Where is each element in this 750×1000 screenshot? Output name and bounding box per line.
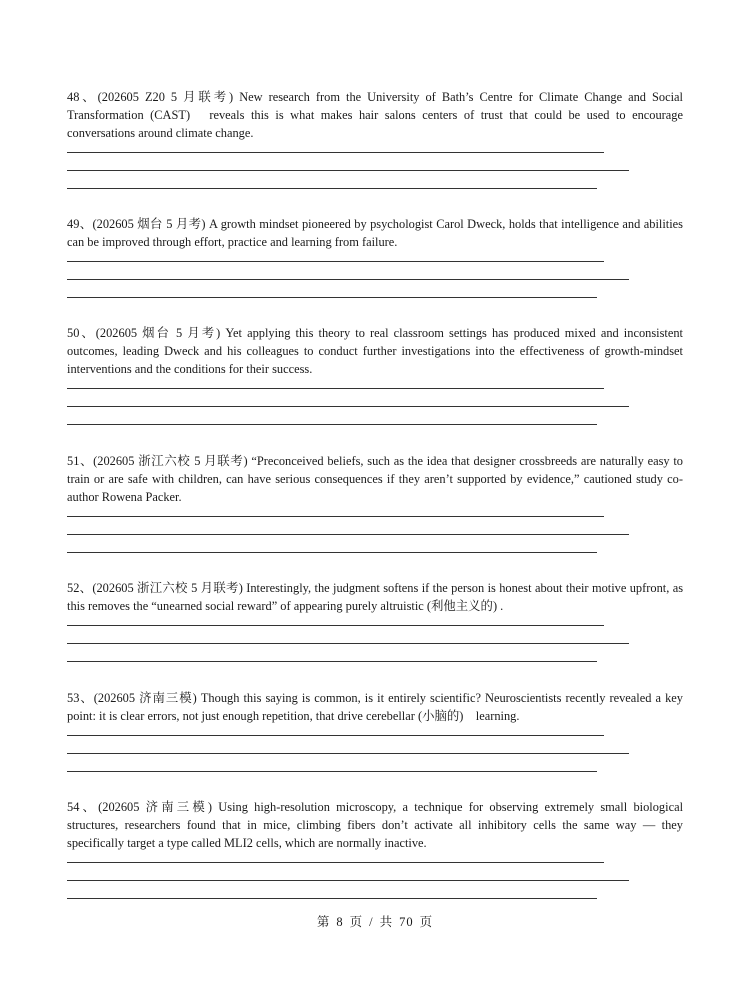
answer-line[interactable]	[67, 424, 597, 425]
answer-line[interactable]	[67, 661, 597, 662]
answer-line[interactable]	[67, 279, 629, 280]
answer-line[interactable]	[67, 534, 629, 535]
answer-line[interactable]	[67, 516, 604, 517]
answer-line[interactable]	[67, 388, 604, 389]
question-text: 50、(202605 烟台 5 月考) Yet applying this theory to real classroom settings has produced mixed and inconsistent outcomes, leading Dweck and his colleagues to conduct further investigations into the effectiveness of growth-mindset interventions and the conditions for their success.	[67, 326, 684, 376]
answer-lines	[67, 516, 683, 553]
answer-line[interactable]	[67, 170, 629, 171]
answer-line[interactable]	[67, 261, 604, 262]
question-text: 52、(202605 浙江六校 5 月联考) Interestingly, the judgment softens if the person is honest about their motive upfront, as this removes the “unearned social reward” of appearing purely altruistic (利他主义的) .	[67, 581, 684, 613]
question-48	[67, 88, 683, 206]
question-text: 49、(202605 烟台 5 月考) A growth mindset pioneered by psychologist Carol Dweck, holds that intelligence and abilities can be improved through effort, practice and learning from failure.	[67, 217, 684, 249]
answer-lines	[67, 388, 683, 425]
question-text: 53、(202605 济南三模) Though this saying is common, is it entirely scientific? Neuroscientists recently revealed a key point: it is clear errors, not just enough repetition, that drive cerebellar (小脑的) learning.	[67, 691, 684, 723]
total-pages: 70	[399, 915, 414, 929]
answer-lines	[67, 735, 683, 772]
answer-line[interactable]	[67, 898, 597, 899]
answer-line[interactable]	[67, 297, 597, 298]
question-54	[67, 798, 683, 916]
answer-line[interactable]	[67, 753, 629, 754]
question-text: 54、(202605 济南三模) Using high-resolution microscopy, a technique for observing extremely small biological structures, researchers found that in mice, climbing fibers don’t activate all inhibitory cells the same way — they specifically target a type called MLI2 cells, which are normally inactive.	[67, 800, 684, 850]
question-text: 51、(202605 浙江六校 5 月联考) “Preconceived beliefs, such as the idea that designer crossbreeds are naturally easy to train or are safe with children, can have serious consequences if they aren’t supported by evidence,” cautioned study co-author Rowena Packer.	[67, 454, 684, 504]
question-51	[67, 452, 683, 570]
answer-line[interactable]	[67, 552, 597, 553]
answer-line[interactable]	[67, 188, 597, 189]
answer-line[interactable]	[67, 735, 604, 736]
answer-lines	[67, 862, 683, 899]
question-53	[67, 689, 683, 789]
current-page: 8	[336, 915, 344, 929]
page-number-footer: 第 8 页 / 共 70 页	[316, 915, 434, 929]
answer-lines	[67, 625, 683, 662]
answer-line[interactable]	[67, 625, 604, 626]
question-49	[67, 215, 683, 315]
answer-line[interactable]	[67, 152, 604, 153]
question-text: 48、(202605 Z20 5 月联考) New research from the University of Bath’s Centre for Climate Change and Social Transformation (CAST) reveals this is what makes hair salons centers of trust that could be used to encourage conversations around climate change.	[67, 90, 683, 140]
answer-line[interactable]	[67, 643, 629, 644]
answer-line[interactable]	[67, 880, 629, 881]
question-50	[67, 324, 683, 442]
answer-lines	[67, 261, 683, 298]
answer-line[interactable]	[67, 771, 597, 772]
answer-line[interactable]	[67, 406, 629, 407]
answer-lines	[67, 152, 683, 189]
question-52	[67, 579, 683, 679]
answer-line[interactable]	[67, 862, 604, 863]
